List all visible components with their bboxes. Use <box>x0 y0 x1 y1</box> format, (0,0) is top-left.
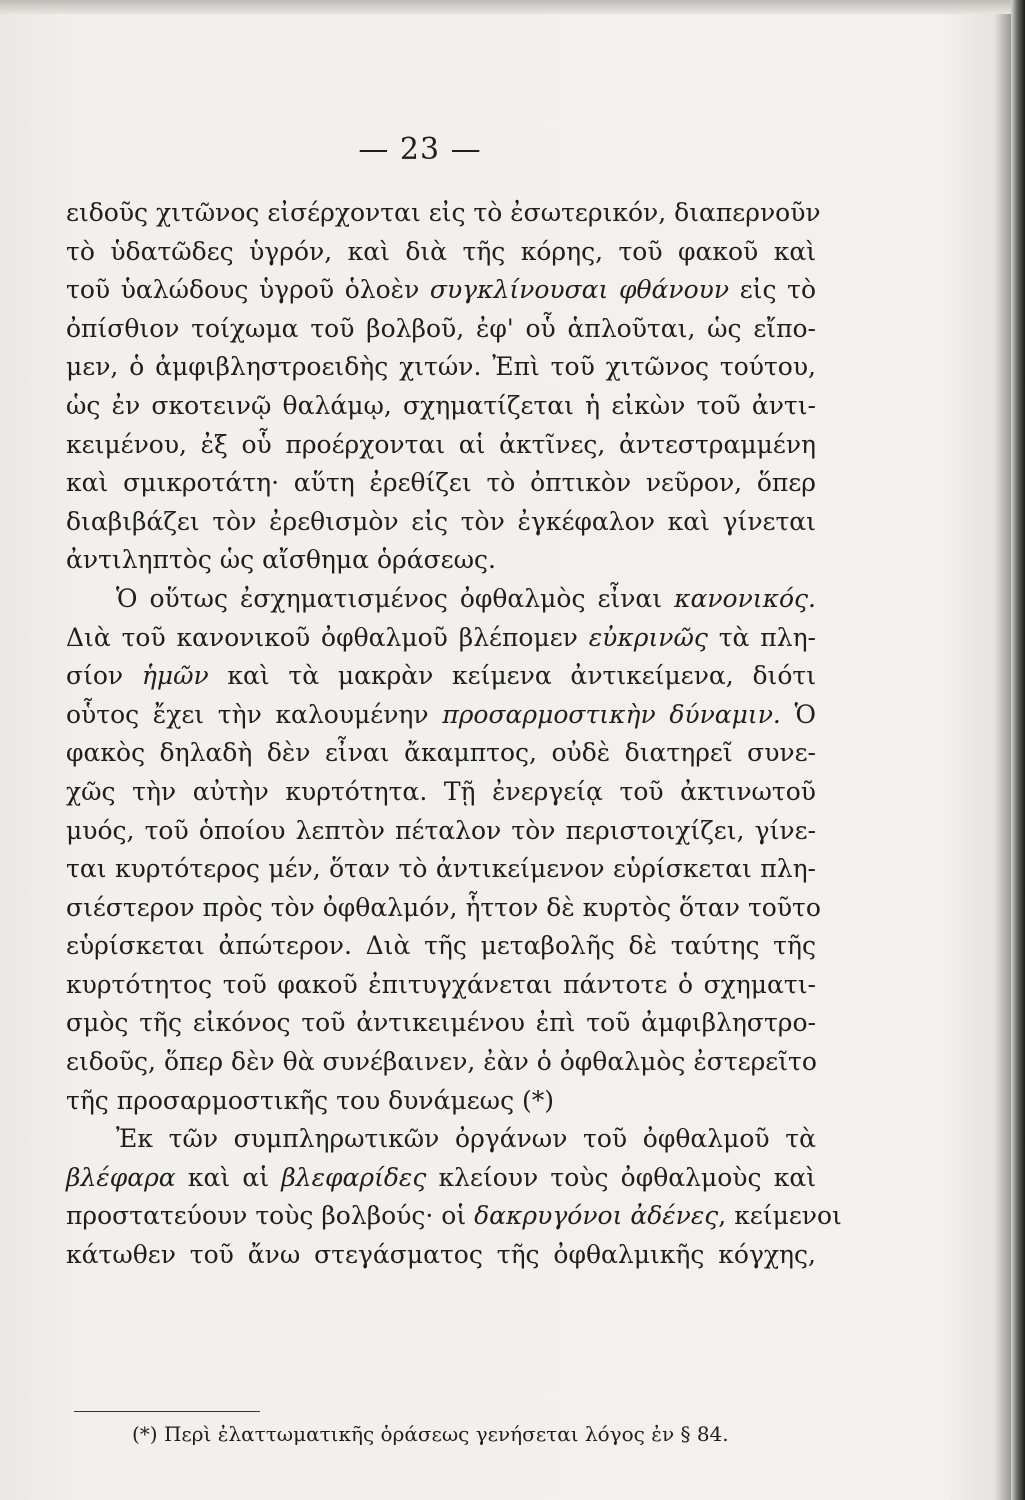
text-run: εὑρίσκεται ἀπώτερον. Διὰ τῆς μεταβολῆς δὲ ταύτης τῆς <box>66 931 816 961</box>
text-line <box>66 734 816 773</box>
italic-term: συγκλίνουσαι φθάνουν <box>429 275 730 305</box>
text-line <box>66 927 816 966</box>
text-run: καὶ σμικροτάτη· αὕτη ἐρεθίζει τὸ ὀπτικὸν νεῦρον, ὅπερ <box>66 468 816 498</box>
text-run: Ὁ <box>780 699 816 729</box>
page-number: — 23 — <box>358 132 482 167</box>
text-line <box>66 812 816 851</box>
text-run: καὶ αἱ <box>175 1162 282 1192</box>
text-line <box>66 310 816 349</box>
text-run: , κείμενοι <box>718 1201 842 1231</box>
text-run: σίον <box>66 661 142 691</box>
text-line <box>66 387 816 426</box>
text-line <box>66 657 816 696</box>
text-line <box>66 619 816 658</box>
text-line <box>66 1004 816 1043</box>
top-edge-shadow <box>0 0 1025 14</box>
italic-term: δακρυγόνοι ἀδένες <box>474 1201 719 1231</box>
text-line <box>66 1043 816 1082</box>
text-run: εἰς τὸ <box>729 275 816 305</box>
text-run: σιέστερον πρὸς τὸν ὀφθαλμόν, ἧττον δὲ κυρτὸς ὅταν τοῦτο <box>66 892 821 922</box>
text-run: μεν, ὁ ἀμφιβληστροειδὴς χιτών. Ἐπὶ τοῦ χιτῶνος τούτου, <box>66 352 816 382</box>
text-line <box>66 580 816 619</box>
text-run: καὶ τὰ μακρὰν κείμενα ἀντικείμενα, διότι <box>208 661 816 691</box>
italic-term: βλέφαρα <box>66 1162 176 1192</box>
text-run: Ὁ οὕτως ἐσχηματισμένος ὀφθαλμὸς εἶναι <box>116 583 675 613</box>
italic-term: βλεφαρίδες <box>281 1162 427 1192</box>
text-line <box>66 271 816 310</box>
italic-term: κανονικός. <box>674 583 816 613</box>
text-run: ὀπίσθιον τοίχωμα τοῦ βολβοῦ, ἐφ' οὗ ἁπλοῦται, ὡς εἴπο- <box>66 313 816 343</box>
footnote-rule <box>74 1411 260 1412</box>
text-run: μυός, τοῦ ὁποίου λεπτὸν πέταλον τὸν περιστοιχίζει, γίνε- <box>66 815 816 845</box>
text-run: ἀντιληπτὸς ὡς αἴσθημα ὁράσεως. <box>66 545 496 575</box>
italic-term: εὐκρινῶς <box>588 622 708 652</box>
text-run: τῆς προσαρμοστικῆς του δυνάμεως (*) <box>66 1085 555 1115</box>
text-line <box>66 850 816 889</box>
text-run: ται κυρτότερος μέν, ὅταν τὸ ἀντικείμενον εὑρίσκεται πλη- <box>66 854 816 884</box>
text-run: τὸ ὑδατῶδες ὑγρόν, καὶ διὰ τῆς κόρης, τοῦ φακοῦ καὶ <box>66 236 816 266</box>
text-line <box>66 1159 816 1198</box>
text-line <box>66 194 821 233</box>
text-run: χῶς τὴν αὐτὴν κυρτότητα. Τῇ ἐνεργείᾳ τοῦ ἀκτινωτοῦ <box>66 776 816 806</box>
text-line <box>66 426 816 465</box>
text-run: Διὰ τοῦ κανονικοῦ ὀφθαλμοῦ βλέπομεν <box>66 622 589 652</box>
text-run: κειμένου, ἐξ οὗ προέρχονται αἱ ἀκτῖνες, ἀντεστραμμένη <box>66 429 816 459</box>
text-line <box>66 1120 816 1159</box>
text-run: κλείουν τοὺς ὀφθαλμοὺς καὶ <box>426 1162 816 1192</box>
italic-term: προσαρμοστικὴν δύναμιν. <box>442 699 781 729</box>
text-run: σμὸς τῆς εἰκόνος τοῦ ἀντικειμένου ἐπὶ τοῦ ἀμφιβληστρο- <box>66 1008 816 1038</box>
text-run: οὗτος ἔχει τὴν καλουμένην <box>66 699 443 729</box>
text-line <box>66 464 816 503</box>
text-line <box>66 1236 816 1275</box>
text-run: προστατεύουν τοὺς βολβούς· οἱ <box>66 1201 475 1231</box>
text-run: φακὸς δηλαδὴ δὲν εἶναι ἄκαμπτος, οὐδὲ διατηρεῖ συνε- <box>66 738 816 768</box>
text-run: κυρτότητος τοῦ φακοῦ ἐπιτυγχάνεται πάντοτε ὁ σχηματι- <box>66 969 816 999</box>
text-line <box>66 889 821 928</box>
text-line <box>66 773 816 812</box>
text-run: ειδοῦς χιτῶνος εἰσέρχονται εἰς τὸ ἐσωτερικόν, διαπερνοῦν <box>66 198 821 227</box>
text-run: κάτωθεν τοῦ ἄνω στεγάσματος τῆς ὀφθαλμικῆς κόγχης, <box>66 1240 816 1270</box>
text-line <box>66 233 816 272</box>
text-run: τὰ πλη- <box>707 622 816 652</box>
text-run: Ἐκ τῶν συμπληρωτικῶν ὀργάνων τοῦ ὀφθαλμοῦ τὰ <box>116 1124 816 1154</box>
text-run: ὡς ἐν σκοτεινῷ θαλάμῳ, σχηματίζεται ἡ εἰκὼν τοῦ ἀντι- <box>66 390 816 420</box>
text-run: διαβιβάζει τὸν ἐρεθισμὸν εἰς τὸν ἐγκέφαλον καὶ γίνεται <box>66 506 816 536</box>
text-line <box>66 541 816 580</box>
italic-term: ἡμῶν <box>141 661 209 691</box>
footnote: (*) Περὶ ἐλαττωματικῆς ὁράσεως γενήσεται λόγος ἐν § 84. <box>132 1422 729 1446</box>
text-line <box>66 966 816 1005</box>
text-run: ειδοῦς, ὅπερ δὲν θὰ συνέβαινεν, ἐὰν ὁ ὀφθαλμὸς ἐστερεῖτο <box>66 1047 817 1077</box>
text-line <box>66 348 816 387</box>
body-text <box>66 194 842 1275</box>
text-run: τοῦ ὑαλώδους ὑγροῦ ὁλοὲν <box>66 275 430 305</box>
page-edge-shadow <box>1011 0 1025 1500</box>
text-line <box>66 503 816 542</box>
text-line <box>66 696 816 735</box>
text-line <box>66 1197 842 1236</box>
text-line <box>66 1082 816 1121</box>
